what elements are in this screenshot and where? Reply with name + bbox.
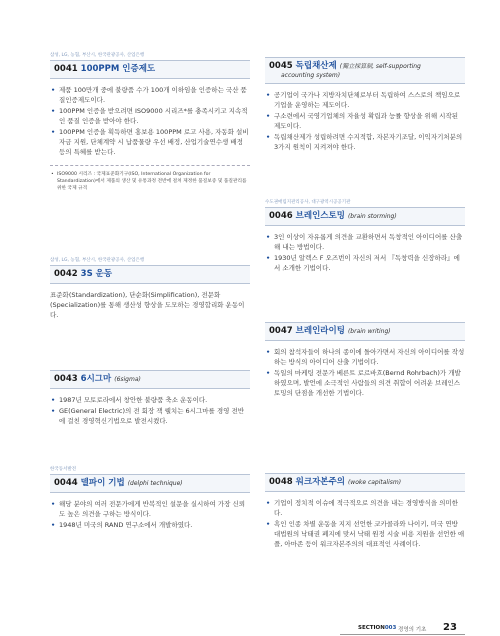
entry-title-bar [265,473,465,492]
bullet-list [265,232,465,273]
list-item: • 독립채산제가 성립하려면 수지적합, 자본자기조달, 이익자기처분의 3가지 원칙이 지켜져야 한다. [274,132,465,152]
entry-number: 0043 [54,374,78,384]
entry-term: 브레인스토밍 [295,211,345,221]
bullet-list [265,90,465,152]
entry-subtitle: (woke capitalism) [347,479,402,486]
entry-title [54,269,250,280]
entry-title-bar [265,207,465,226]
list-item: • 기업이 정치적 이슈에 적극적으로 의견을 내는 경영방식을 의미한다. [274,498,465,518]
list-item: • 흑인 인종 차별 운동을 지지 선언한 코카콜라와 나이키, 미국 연방 대법원의 낙태권 폐지에 맞서 낙태 원정 시술 비용 지원을 선언한 애플, 아마존 등이 워크자본주의의 대표적인 사례이다. [274,519,465,549]
entry-title [269,211,465,222]
list-item: • 독일의 마케팅 전문가 베른트 로르바흐(Bernd Rohrbach)가 개발하였으며, 발언에 소극적인 사람들의 의견 취합이 어려운 브레인스토밍의 단점을 개선한 기법이다. [274,368,465,398]
entry-subtitle: (brain writing) [347,328,391,335]
section-word: SECTION [358,625,385,631]
list-item: • 3인 이상이 자유롭게 의견을 교환하면서 독창적인 아이디어를 산출해 내는 방법이다. [274,232,465,252]
entry-0041 [50,52,250,192]
entry-number: 0045 [269,61,293,71]
list-item: • 100PPM 인증을 받으려면 ISO9000 시리즈*를 충족시키고 지속적인 품질 인증을 받아야 한다. [59,106,250,126]
entry-number: 0047 [269,326,293,336]
list-item: • 공기업이 국가나 지방자치단체로부터 독립하여 스스로의 책임으로 기업을 운영하는 제도이다. [274,90,465,110]
entry-subtitle: (brain storming) [347,213,397,220]
chapter-title: 경영의 기초 [398,627,427,633]
list-item: • 100PPM 인증을 획득하면 홍보용 100PPM 로고 사용, 자동화 설비자금 지원, 단체계약 시 납품물량 우선 배정, 산업기술연수생 배정 등의 특혜를 받는다. [59,127,250,157]
section-number: 003 [384,625,397,631]
exam-category: 삼성, LG, 농협, 부산시, 한국관광공사, 산업은행 [50,53,145,58]
entry-0044 [50,466,250,531]
entry-title-bar [265,322,465,341]
entry-number: 0044 [54,478,78,488]
entry-term: 워크자본주의 [295,477,345,487]
entry-title-bar [265,57,465,84]
entry-0043 [50,370,250,427]
list-item: • 1930년 알렉스 F 오즈번이 자신의 저서 『독창력을 신장하라』에서 소개한 기법이다. [274,253,465,273]
list-item: • 해당 분야의 여러 전문가에게 반복적인 설문을 실시하여 가장 신뢰도 높은 의견을 구하는 방식이다. [59,499,250,519]
list-item: • 회의 참석자들이 하나의 종이에 돌아가면서 자신의 아이디어를 작성하는 방식의 아이디어 산출 기법이다. [274,347,465,367]
entry-title [54,64,250,75]
list-item: • 1987년 모토로라에서 창안한 불량품 축소 운동이다. [59,395,250,405]
bullet-list [50,499,250,530]
entry-title [54,478,250,489]
entry-subtitle-continued: accounting system) [281,72,341,79]
entry-number: 0041 [54,64,78,74]
entry-title [54,374,250,385]
bullet-list [265,498,465,549]
exam-category: 삼성, LG, 농협, 부산시, 한국관광공사, 산업은행 [50,258,145,263]
exam-category: 수도권매립지관리공사, 대구광역시공공기관 [265,200,351,205]
entry-title-bar [50,60,250,79]
entry-term: 독립채산제 [295,61,337,71]
entry-title-bar [50,474,250,493]
entry-term: 100PPM 인증제도 [80,64,156,74]
list-item: • GE(General Electric)의 전 회장 잭 웰치는 6시그마를 경영 전반에 걸친 경영혁신기법으로 발전시켰다. [59,406,250,426]
bullet-list [50,85,250,157]
bullet-list [265,347,465,398]
footnote: • ISO9000 시리즈 : 국제표준화기구(ISO, International Organization for Standardization)에서 제품의 생산 및 유통과정 전반에 걸쳐 제정한 품질보증 및 품질관리를 위한 국제 규격 [50,165,250,192]
entry-subtitle: (獨立採算制, self-supporting [339,63,421,70]
entry-title-bar [50,370,250,389]
entry-number: 0042 [54,269,78,279]
entry-number: 0048 [269,477,293,487]
entry-term: 델파이 기법 [80,478,125,488]
entry-term: 6시그마 [80,374,112,384]
list-item: • 제품 100만개 중에 불량품 수가 100개 이하임을 인증하는 국산 품질인증제도이다. [59,85,250,105]
entry-0046 [265,199,465,274]
entry-subtitle: (6sigma) [114,376,141,383]
entry-body: 표준화(Standardization), 단순화(Simplification), 전문화(Specialization)를 통해 생산성 향상을 도모하는 경영합리화 운동이다. [50,291,245,319]
entry-0045 [265,57,465,153]
section-label [358,625,396,631]
footer-rule [340,634,465,635]
entry-term: 3S 운동 [80,269,113,279]
page-footer [0,623,500,635]
page-number: 23 [443,622,457,633]
entry-title [269,477,465,488]
list-item: • 구소련에서 국영기업체의 자율성 확립과 능률 향상을 위해 시작된 제도이다. [274,111,465,131]
entry-title [269,326,465,337]
list-item: • 1948년 미국의 RAND 연구소에서 개발하였다. [59,520,250,530]
entry-subtitle: (delphi technique) [127,480,183,487]
entry-0048 [265,473,465,550]
bullet-list [50,395,250,426]
entry-title-bar [50,265,250,284]
entry-title [269,61,465,80]
entry-number: 0046 [269,211,293,221]
entry-0047 [265,322,465,399]
entry-0042 [50,257,250,320]
exam-category: 한국동서발전 [50,467,77,472]
entry-term: 브레인라이팅 [295,326,345,336]
